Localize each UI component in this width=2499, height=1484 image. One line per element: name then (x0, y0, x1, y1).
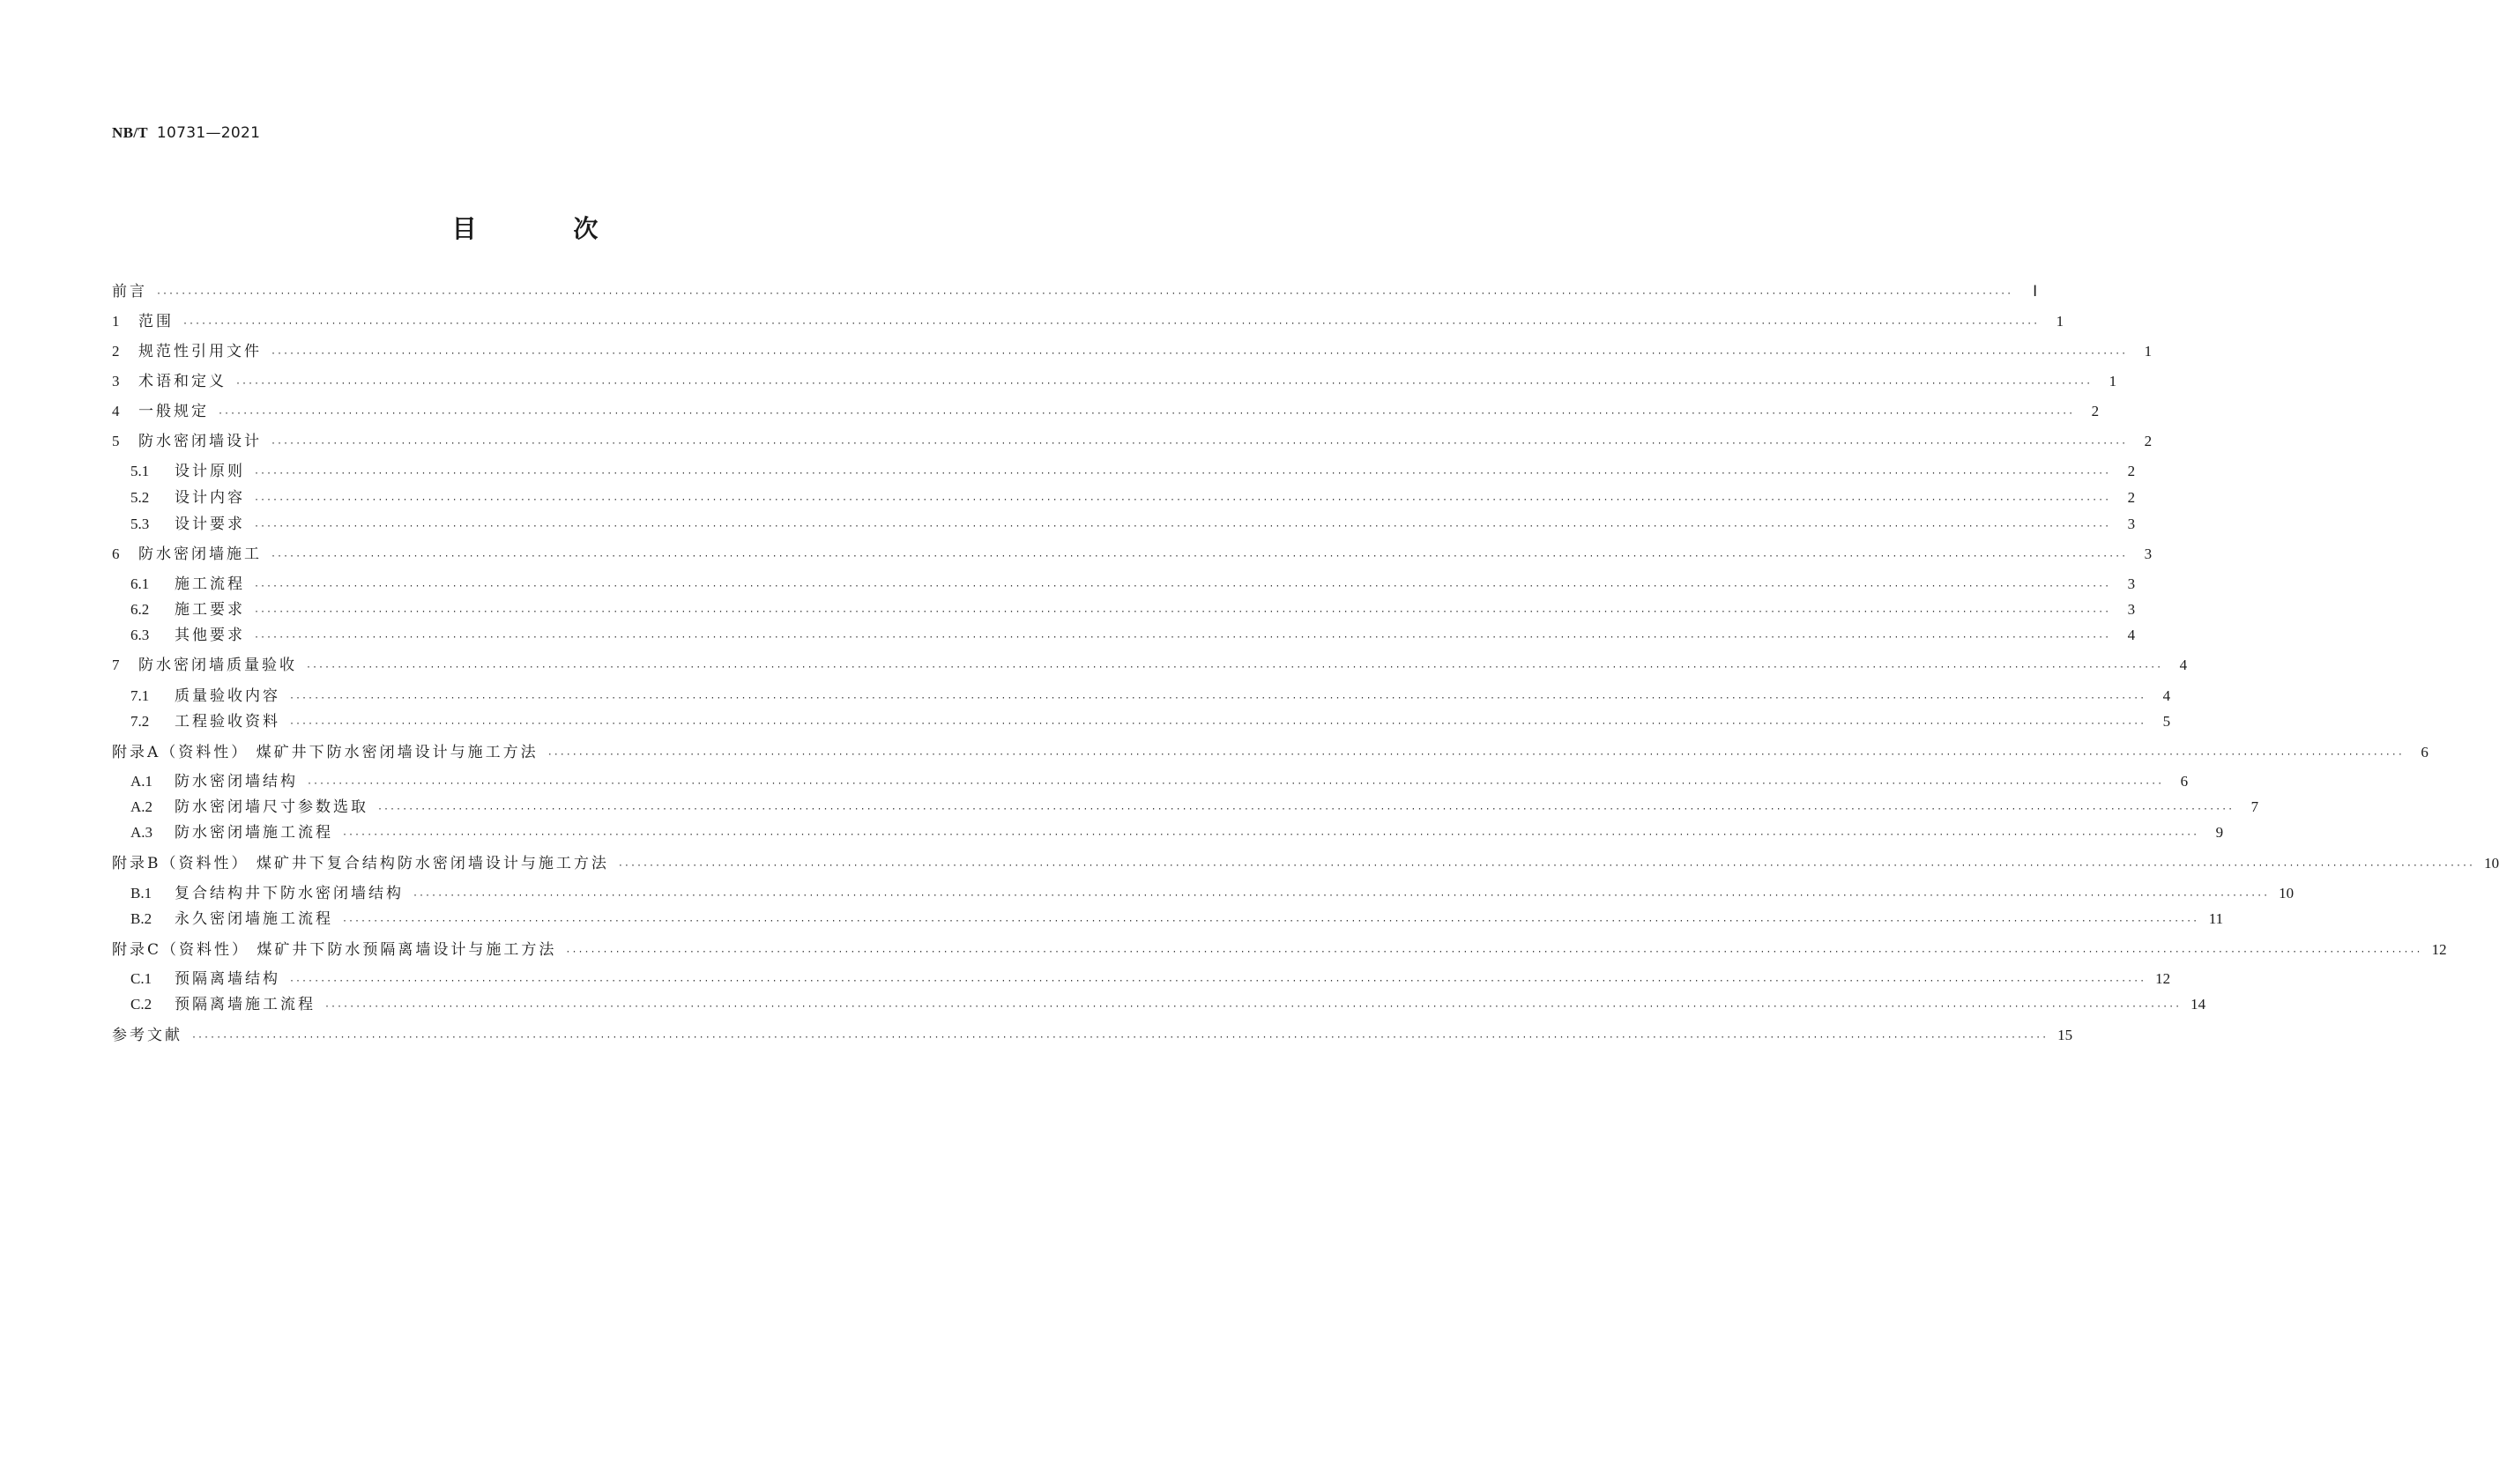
toc-entry-number: 5.2 (130, 489, 150, 506)
toc-entry-b-2[interactable] (130, 906, 2224, 932)
toc-entry-a-3[interactable] (130, 820, 2224, 846)
toc-entry-number: 5 (112, 433, 120, 449)
toc-entry-page: 11 (2208, 910, 2224, 927)
toc-entry-b-1[interactable] (130, 880, 2294, 907)
toc-entry-page: 9 (2215, 824, 2224, 841)
toc-entry-page: 1 (2109, 373, 2117, 390)
toc-entry-title: 施工要求 (175, 601, 245, 619)
toc-leader-dots: ············································································································································································································································································································ (182, 319, 2040, 329)
toc-entry-appendix-c[interactable] (112, 937, 2447, 963)
toc-entry-page: 2 (2144, 433, 2153, 449)
toc-entry-page: 4 (2179, 657, 2188, 673)
toc-entry-title: 参考文献 (112, 1027, 182, 1044)
toc-entry-number: 2 (112, 343, 120, 360)
toc-leader-dots: ············································································································································································································································································································ (324, 1002, 2182, 1012)
toc-entry-page: 7 (2250, 798, 2259, 815)
toc-entry-title: 其他要求 (175, 627, 245, 644)
toc-entry-6-3[interactable] (130, 622, 2136, 649)
toc-entry-number: 6.2 (130, 601, 150, 618)
toc-entry-page: 6 (2180, 773, 2189, 790)
toc-entry-title: 附录B（资料性） 煤矿井下复合结构防水密闭墙设计与施工方法 (112, 855, 609, 872)
toc-entry-number: B.1 (130, 885, 152, 902)
toc-entry-5-1[interactable] (130, 458, 2136, 485)
toc-entry-number: 3 (112, 373, 120, 390)
toc-entry-c-2[interactable] (130, 991, 2206, 1018)
toc-entry-title: 预隔离墙结构 (175, 970, 280, 988)
standard-number: 10731—2021 (156, 124, 261, 142)
toc-entry-number: B.2 (130, 910, 152, 927)
toc-entry-5[interactable] (112, 428, 2153, 455)
toc-leader-dots: ············································································································································································································································································································ (254, 607, 2111, 617)
toc-entry-appendix-a[interactable] (112, 739, 2428, 766)
toc-leader-dots: ············································································································································································································································································································ (289, 694, 2146, 703)
toc-entry-page: 12 (2155, 970, 2171, 987)
toc-entry-page: 1 (2144, 343, 2153, 360)
toc-leader-dots: ············································································································································································································································································································ (254, 582, 2111, 591)
toc-leader-dots: ············································································································································································································································································································ (156, 289, 2013, 299)
toc-entry-title: 附录A（资料性） 煤矿井下防水密闭墙设计与施工方法 (112, 744, 539, 761)
toc-entry-references[interactable] (112, 1022, 2073, 1049)
toc-entry-number: 7 (112, 657, 120, 673)
toc-entry-number: 4 (112, 403, 120, 419)
toc-leader-dots: ············································································································································································································································································································ (191, 1033, 2049, 1043)
toc-entry-number: 1 (112, 313, 120, 330)
toc-entry-number: 5.1 (130, 463, 150, 479)
toc-entry-title: 施工流程 (175, 575, 245, 593)
toc-entry-page: 10 (2279, 885, 2294, 902)
toc-entry-title: 一般规定 (138, 403, 209, 420)
toc-entry-4[interactable] (112, 398, 2100, 425)
toc-entry-page: 1 (2056, 313, 2064, 330)
toc-entry-page: Ⅰ (2033, 283, 2038, 300)
toc-entry-a-1[interactable] (130, 768, 2189, 795)
toc-entry-title: 术语和定义 (138, 373, 227, 390)
toc-entry-title: 规范性引用文件 (138, 343, 262, 360)
toc-entry-number: C.2 (130, 996, 152, 1013)
toc-heading: 目 次 (451, 214, 643, 243)
toc-entry-page: 3 (2127, 601, 2136, 618)
toc-entry-a-2[interactable] (130, 794, 2259, 820)
toc-entry-title: 质量验收内容 (175, 687, 280, 705)
toc-entry-title: 前言 (112, 283, 147, 301)
toc-leader-dots: ············································································································································································································································································································ (342, 916, 2199, 926)
toc-entry-title: 复合结构井下防水密闭墙结构 (175, 885, 404, 902)
toc-entry-page: 6 (2421, 744, 2428, 761)
toc-leader-dots: ············································································································································································································································································································ (377, 805, 2235, 814)
toc-entry-title: 防水密闭墙施工 (138, 545, 262, 563)
toc-entry-6-2[interactable] (130, 597, 2136, 623)
toc-entry-title: 防水密闭墙设计 (138, 433, 262, 450)
toc-leader-dots: ············································································································································································································································································································ (342, 830, 2199, 840)
toc-entry-1[interactable] (112, 308, 2064, 335)
toc-leader-dots: ············································································································································································································································································································ (289, 719, 2146, 729)
toc-entry-page: 3 (2127, 516, 2136, 532)
toc-entry-page: 14 (2190, 996, 2206, 1013)
toc-entry-page: 4 (2127, 627, 2136, 643)
toc-leader-dots: ············································································································································································································································································································ (289, 976, 2146, 986)
toc-entry-number: A.1 (130, 773, 153, 790)
toc-entry-c-1[interactable] (130, 966, 2171, 992)
toc-entry-appendix-b[interactable] (112, 850, 2499, 877)
toc-entry-number: A.3 (130, 824, 153, 841)
toc-entry-page: 3 (2144, 545, 2153, 562)
toc-entry-page: 2 (2127, 463, 2136, 479)
toc-entry-number: 7.1 (130, 687, 150, 704)
toc-leader-dots: ············································································································································································································································································································ (617, 861, 2475, 871)
toc-leader-dots: ············································································································································································································································································································ (254, 633, 2111, 642)
toc-entry-5-2[interactable] (130, 485, 2136, 511)
toc-entry-title: 预隔离墙施工流程 (175, 996, 316, 1013)
toc-leader-dots: ············································································································································································································································································································ (254, 495, 2111, 505)
toc-entry-6-1[interactable] (130, 571, 2136, 597)
toc-entry-title: 防水密闭墙质量验收 (138, 657, 297, 674)
toc-entry-title: 防水密闭墙施工流程 (175, 824, 333, 842)
toc-leader-dots: ············································································································································································································································································································ (254, 469, 2111, 479)
toc-entry-number: A.2 (130, 798, 153, 815)
toc-entry-title: 工程验收资料 (175, 713, 280, 731)
toc-leader-dots: ············································································································································································································································································································ (235, 379, 2093, 389)
toc-entry-7[interactable] (112, 652, 2188, 679)
toc-leader-dots: ············································································································································································································································································································ (413, 891, 2270, 901)
toc-entry-3[interactable] (112, 368, 2117, 395)
toc-leader-dots: ············································································································································································································································································································ (565, 947, 2422, 957)
toc-entry-page: 5 (2162, 713, 2171, 730)
toc-entry-2[interactable] (112, 338, 2153, 365)
toc-entry-page: 4 (2162, 687, 2171, 704)
toc-entry-number: 6.3 (130, 627, 150, 643)
standard-prefix: NB/T (112, 124, 148, 141)
toc-entry-page: 12 (2431, 941, 2447, 958)
toc-leader-dots: ············································································································································································································································································································ (306, 663, 2163, 672)
toc-leader-dots: ············································································································································································································································································································ (307, 779, 2164, 789)
toc-entry-number: 5.3 (130, 516, 150, 532)
toc-entry-7-1[interactable] (130, 683, 2171, 709)
toc-entry-number: 6 (112, 545, 120, 562)
toc-entry-6[interactable] (112, 541, 2153, 568)
toc-leader-dots: ············································································································································································································································································································ (271, 552, 2128, 561)
toc-entry-5-3[interactable] (130, 511, 2136, 538)
toc-entry-title: 附录C（资料性） 煤矿井下防水预隔离墙设计与施工方法 (112, 941, 557, 959)
toc-entry-page: 2 (2127, 489, 2136, 506)
toc-entry-number: 6.1 (130, 575, 150, 592)
toc-entry-title: 永久密闭墙施工流程 (175, 910, 333, 928)
toc-entry-page: 3 (2127, 575, 2136, 592)
toc-leader-dots: ············································································································································································································································································································ (271, 439, 2128, 449)
toc-entry-title: 设计内容 (175, 489, 245, 507)
toc-entry-number: 7.2 (130, 713, 150, 730)
toc-entry-page: 10 (2484, 855, 2499, 872)
toc-entry-title: 设计原则 (175, 463, 245, 480)
toc-entry-page: 2 (2091, 403, 2100, 419)
toc-leader-dots: ············································································································································································································································································································ (547, 750, 2404, 760)
toc-entry-title: 范围 (138, 313, 174, 330)
toc-entry-7-2[interactable] (130, 709, 2171, 735)
toc-leader-dots: ············································································································································································································································································································ (218, 409, 2075, 419)
toc-entry-page: 15 (2057, 1027, 2073, 1043)
toc-leader-dots: ············································································································································································································································································································ (271, 349, 2128, 359)
toc-entry-foreword[interactable] (112, 278, 2038, 305)
toc-entry-number: C.1 (130, 970, 152, 987)
toc-entry-title: 防水密闭墙结构 (175, 773, 298, 790)
toc-leader-dots: ············································································································································································································································································································ (254, 522, 2111, 531)
toc-entry-title: 防水密闭墙尺寸参数选取 (175, 798, 368, 816)
toc-entry-title: 设计要求 (175, 516, 245, 533)
